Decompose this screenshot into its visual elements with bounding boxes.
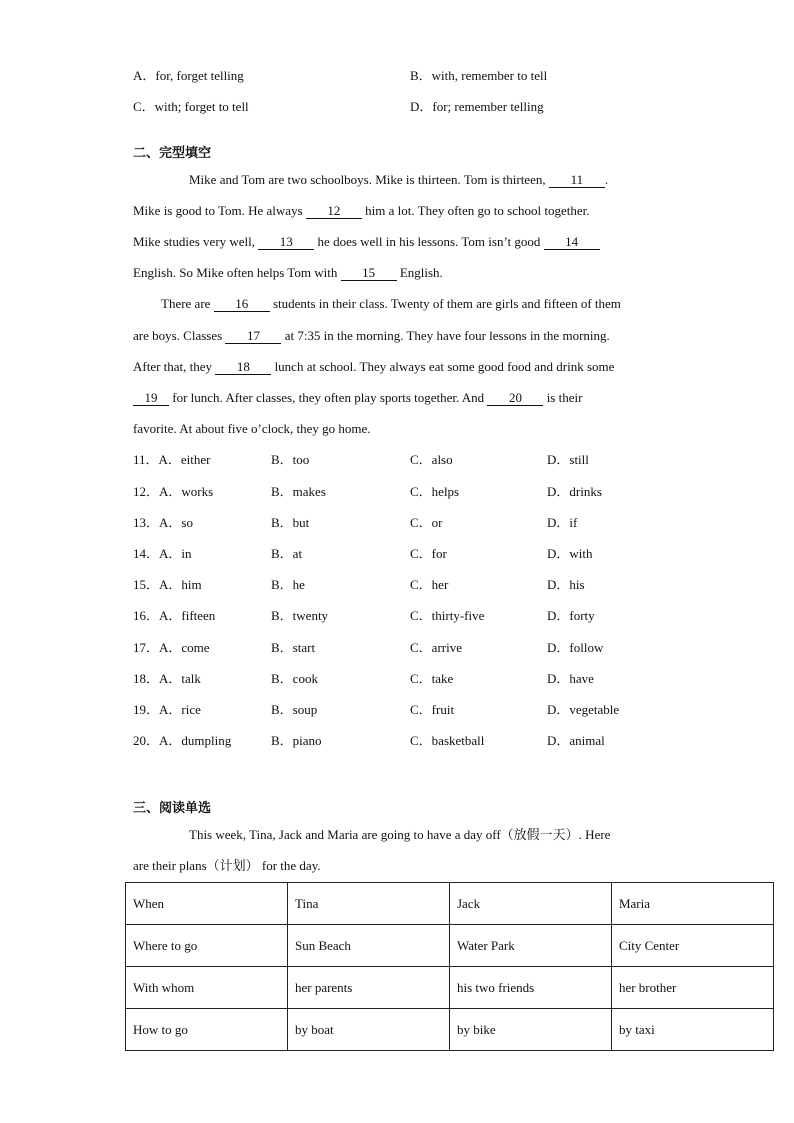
question-row-20 [133,733,753,749]
option-d: D．have [547,671,594,686]
table-row [126,1009,774,1051]
option-d: D．follow [547,640,604,655]
cloze-line: Mike and Tom are two schoolboys. Mike is thirteen. Tom is thirteen, 11 . [189,172,609,187]
option-a: 11．A．either [133,452,211,467]
option-b: B．at [271,546,303,561]
option-a: 13．A．so [133,515,193,530]
cloze-line: There are 16 students in their class. Twenty of them are girls and fifteen of them [161,296,621,311]
prev-option-d: D．for; remember telling [410,99,544,114]
option-c: C．or [410,515,443,530]
option-b: B．piano [271,733,322,748]
blank-18: 18 [215,360,271,375]
option-d: D．if [547,515,578,530]
cloze-line: English. So Mike often helps Tom with 15 English. [133,265,443,280]
cloze-line: After that, they 18 lunch at school. They always eat some good food and drink some [133,359,615,374]
option-d: D．forty [547,608,595,623]
table-cell: Sun Beach [287,925,449,967]
cloze-line: favorite. At about five o’clock, they go home. [133,421,371,436]
table-cell: Where to go [126,925,288,967]
reading-intro-line-2: are their plans（计划） for the day. [133,858,321,873]
option-d: D．animal [547,733,605,748]
blank-19: 19 [133,391,169,406]
blank-11: 11 [549,173,605,188]
option-a: 15．A．him [133,577,202,592]
option-c: C．basketball [410,733,485,748]
option-d: D．his [547,577,585,592]
table-row [126,967,774,1009]
option-a: 19．A．rice [133,702,201,717]
question-row-18 [133,671,753,687]
question-row-14 [133,546,753,562]
option-a: 20．A．dumpling [133,733,232,748]
option-a: 14．A．in [133,546,192,561]
blank-13: 13 [258,235,314,250]
reading-section-title: 三、阅读单选 [133,801,212,816]
option-c: C．helps [410,484,460,499]
option-d: D．vegetable [547,702,620,717]
table-cell: City Center [611,925,773,967]
option-c: C．arrive [410,640,462,655]
table-cell: by boat [287,1009,449,1051]
option-a: 12．A．works [133,484,214,499]
blank-12: 12 [306,204,362,219]
option-c: C．for [410,546,447,561]
table-cell: by bike [449,1009,611,1051]
table-cell: her brother [611,967,773,1009]
option-d: D．drinks [547,484,602,499]
table-cell: Tina [287,883,449,925]
blank-15: 15 [341,266,397,281]
blank-17: 17 [225,329,281,344]
table-cell: his two friends [449,967,611,1009]
prev-option-b: B．with, remember to tell [410,68,548,83]
cloze-line: are boys. Classes 17 at 7:35 in the morning. They have four lessons in the morning. [133,328,610,343]
option-b: B．but [271,515,310,530]
question-row-13 [133,515,753,531]
blank-16: 16 [214,297,270,312]
option-c: C．her [410,577,449,592]
question-row-15 [133,577,753,593]
table-cell: With whom [126,967,288,1009]
table-cell: her parents [287,967,449,1009]
option-b: B．makes [271,484,326,499]
plans-table [125,882,774,1051]
cloze-section-title: 二、完型填空 [133,146,212,161]
table-cell: Maria [611,883,773,925]
option-c: C．fruit [410,702,455,717]
question-row-12 [133,484,753,500]
option-a: 17．A．come [133,640,210,655]
question-row-19 [133,702,753,718]
cloze-line: 19 for lunch. After classes, they often play sports together. And 20 is their [133,390,582,406]
cloze-line: Mike is good to Tom. He always 12 him a lot. They often go to school together. [133,203,590,218]
option-c: C．take [410,671,454,686]
blank-20: 20 [487,391,543,406]
option-b: B．he [271,577,305,592]
table-cell: by taxi [611,1009,773,1051]
prev-option-a: A．for, forget telling [133,68,244,83]
option-b: B．too [271,452,310,467]
blank-14: 14 [544,235,600,250]
reading-intro-line-1: This week, Tina, Jack and Maria are going to have a day off（放假一天）. Here [189,827,611,842]
question-row-17 [133,640,753,656]
table-row [126,925,774,967]
option-d: D．with [547,546,593,561]
question-row-16 [133,608,753,624]
prev-option-c: C．with; forget to tell [133,99,249,114]
question-row-11 [133,452,753,468]
table-cell: How to go [126,1009,288,1051]
option-a: 18．A．talk [133,671,201,686]
table-cell: Water Park [449,925,611,967]
option-b: B．twenty [271,608,329,623]
option-b: B．soup [271,702,318,717]
option-c: C．thirty-five [410,608,485,623]
option-c: C．also [410,452,453,467]
option-a: 16．A．fifteen [133,608,216,623]
option-b: B．start [271,640,316,655]
table-row [126,883,774,925]
option-b: B．cook [271,671,318,686]
cloze-line: Mike studies very well, 13 he does well in his lessons. Tom isn’t good 14 [133,234,600,250]
table-cell: When [126,883,288,925]
table-cell: Jack [449,883,611,925]
option-d: D．still [547,452,589,467]
